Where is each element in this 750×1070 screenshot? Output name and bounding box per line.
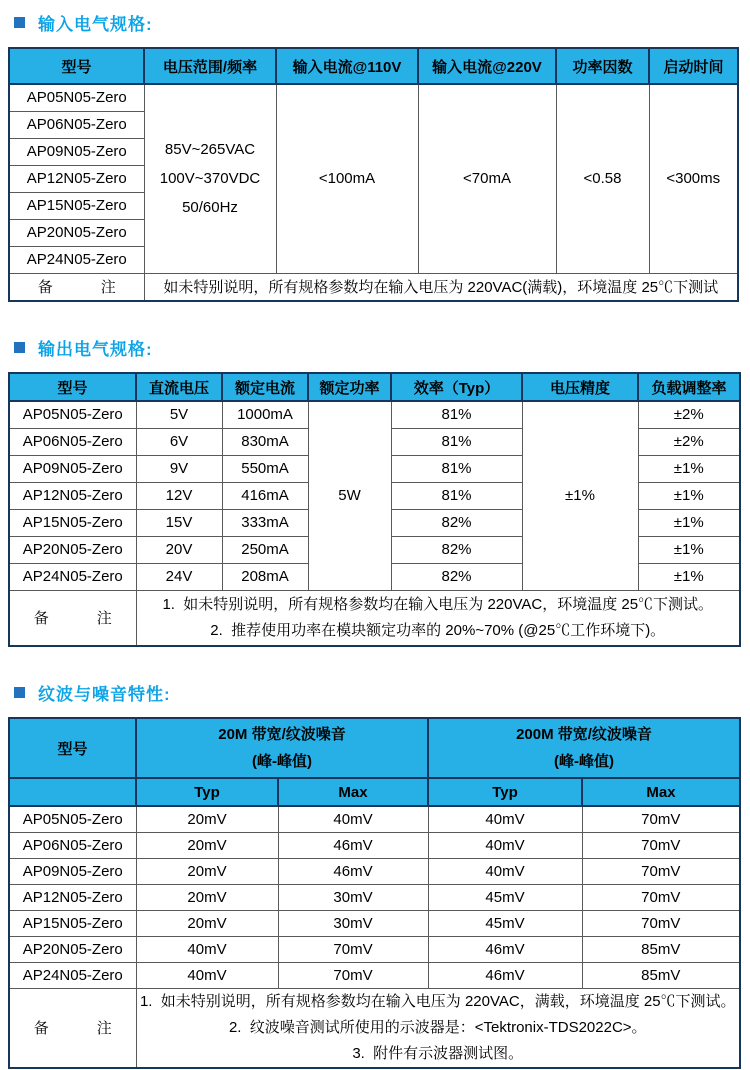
header-model: 型号	[9, 48, 144, 84]
efficiency-cell: 81%	[391, 401, 522, 428]
group-20m-title: 20M 带宽/纹波噪音	[218, 726, 346, 743]
group-20m-subtitle: (峰-峰值)	[252, 753, 312, 770]
note-text: 如未特别说明，所有规格参数均在输入电压为 220VAC(满载)，环境温度 25℃下测试	[144, 273, 738, 301]
rated-current-cell: 250mA	[222, 536, 308, 563]
square-bullet-icon	[14, 17, 25, 28]
table-row	[9, 401, 740, 428]
typ-20m-cell: 20mV	[136, 858, 278, 884]
table-row	[9, 910, 740, 936]
typ-200m-cell: 40mV	[428, 832, 582, 858]
max-20m-cell: 70mV	[278, 962, 428, 988]
model-cell: AP24N05-Zero	[9, 962, 136, 988]
model-cell: AP06N05-Zero	[9, 111, 144, 138]
rated-current-cell: 416mA	[222, 482, 308, 509]
header-model-spacer	[9, 778, 136, 806]
model-cell: AP15N05-Zero	[9, 509, 136, 536]
section-title-output-text: 输出电气规格:	[38, 340, 153, 359]
header-power-factor: 功率因数	[556, 48, 649, 84]
header-max-200m: Max	[582, 778, 740, 806]
note-label-left: 备	[33, 610, 49, 628]
note-text-cell	[136, 590, 740, 646]
note-label-right: 注	[96, 1020, 112, 1038]
header-rated-power: 额定功率	[308, 373, 391, 401]
voltage-range-line: 50/60Hz	[182, 199, 238, 217]
section-title-ripple	[14, 680, 750, 705]
load-regulation-cell: ±1%	[638, 536, 740, 563]
table-row	[9, 858, 740, 884]
model-cell: AP20N05-Zero	[9, 936, 136, 962]
voltage-accuracy-cell: ±1%	[522, 401, 638, 590]
section-title-output	[14, 335, 750, 360]
load-regulation-cell: ±2%	[638, 401, 740, 428]
output-spec-table	[8, 372, 741, 647]
typ-20m-cell: 20mV	[136, 884, 278, 910]
max-20m-cell: 70mV	[278, 936, 428, 962]
rated-current-cell: 550mA	[222, 455, 308, 482]
typ-20m-cell: 40mV	[136, 936, 278, 962]
header-typ-200m: Typ	[428, 778, 582, 806]
ripple-noise-table	[8, 717, 741, 1069]
rated-current-cell: 333mA	[222, 509, 308, 536]
model-cell: AP15N05-Zero	[9, 192, 144, 219]
note-line-1: 1. 如未特别说明，所有规格参数均在输入电压为 220VAC，环境温度 25℃下测试。	[162, 595, 714, 613]
max-200m-cell: 70mV	[582, 884, 740, 910]
max-200m-cell: 70mV	[582, 806, 740, 832]
rated-current-cell: 830mA	[222, 428, 308, 455]
efficiency-cell: 81%	[391, 482, 522, 509]
typ-200m-cell: 45mV	[428, 884, 582, 910]
note-row	[9, 273, 738, 301]
max-200m-cell: 70mV	[582, 858, 740, 884]
header-typ-20m: Typ	[136, 778, 278, 806]
max-200m-cell: 70mV	[582, 832, 740, 858]
square-bullet-icon	[14, 342, 25, 353]
dc-voltage-cell: 15V	[136, 509, 222, 536]
note-line-1: 1. 如未特别说明，所有规格参数均在输入电压为 220VAC，满载，环境温度 25℃下测试。	[139, 992, 736, 1010]
max-200m-cell: 85mV	[582, 962, 740, 988]
table-row	[9, 962, 740, 988]
section-title-input	[14, 0, 750, 35]
model-cell: AP20N05-Zero	[9, 536, 136, 563]
voltage-range-line: 100V~370VDC	[159, 170, 261, 188]
header-group-20m	[136, 718, 428, 778]
rated-current-cell: 208mA	[222, 563, 308, 590]
max-20m-cell: 46mV	[278, 832, 428, 858]
typ-200m-cell: 46mV	[428, 936, 582, 962]
header-input-current-220v: 输入电流@220V	[418, 48, 556, 84]
model-cell: AP12N05-Zero	[9, 482, 136, 509]
header-group-200m	[428, 718, 740, 778]
model-cell: AP12N05-Zero	[9, 165, 144, 192]
model-cell: AP06N05-Zero	[9, 832, 136, 858]
rated-power-cell: 5W	[308, 401, 391, 590]
dc-voltage-cell: 5V	[136, 401, 222, 428]
note-label-left: 备	[33, 1020, 49, 1038]
model-cell: AP20N05-Zero	[9, 219, 144, 246]
load-regulation-cell: ±1%	[638, 509, 740, 536]
dc-voltage-cell: 20V	[136, 536, 222, 563]
group-200m-title: 200M 带宽/纹波噪音	[516, 726, 652, 743]
max-200m-cell: 70mV	[582, 910, 740, 936]
note-line-2: 2. 纹波噪音测试所使用的示波器是：<Tektronix-TDS2022C>。	[228, 1018, 647, 1036]
model-cell: AP09N05-Zero	[9, 858, 136, 884]
note-label-right: 注	[100, 279, 116, 297]
header-voltage-accuracy: 电压精度	[522, 373, 638, 401]
note-line-3: 3. 附件有示波器测试图。	[352, 1044, 524, 1062]
dc-voltage-cell: 9V	[136, 455, 222, 482]
model-cell: AP24N05-Zero	[9, 563, 136, 590]
model-cell: AP06N05-Zero	[9, 428, 136, 455]
header-load-regulation: 负载调整率	[638, 373, 740, 401]
input-spec-table	[8, 47, 739, 302]
efficiency-cell: 82%	[391, 509, 522, 536]
dc-voltage-cell: 6V	[136, 428, 222, 455]
table-row	[9, 832, 740, 858]
note-label-cell	[9, 988, 136, 1068]
load-regulation-cell: ±1%	[638, 455, 740, 482]
model-cell: AP12N05-Zero	[9, 884, 136, 910]
note-line-2: 2. 推荐使用功率在模块额定功率的 20%~70% (@25℃工作环境下)。	[210, 621, 666, 639]
model-cell: AP09N05-Zero	[9, 138, 144, 165]
max-20m-cell: 30mV	[278, 910, 428, 936]
model-cell: AP24N05-Zero	[9, 246, 144, 273]
input-current-220v-cell: <70mA	[418, 84, 556, 273]
dc-voltage-cell: 24V	[136, 563, 222, 590]
header-voltage-range: 电压范围/频率	[144, 48, 276, 84]
model-cell: AP05N05-Zero	[9, 84, 144, 111]
table-row	[9, 936, 740, 962]
max-20m-cell: 40mV	[278, 806, 428, 832]
note-label-left: 备	[37, 279, 53, 297]
model-cell: AP05N05-Zero	[9, 806, 136, 832]
efficiency-cell: 81%	[391, 428, 522, 455]
header-model: 型号	[9, 718, 136, 778]
model-cell: AP05N05-Zero	[9, 401, 136, 428]
load-regulation-cell: ±2%	[638, 428, 740, 455]
header-input-current-110v: 输入电流@110V	[276, 48, 418, 84]
typ-20m-cell: 20mV	[136, 806, 278, 832]
note-label-cell	[9, 590, 136, 646]
voltage-range-cell	[144, 84, 276, 273]
typ-20m-cell: 20mV	[136, 832, 278, 858]
model-cell: AP09N05-Zero	[9, 455, 136, 482]
efficiency-cell: 82%	[391, 563, 522, 590]
header-efficiency: 效率（Typ）	[391, 373, 522, 401]
max-200m-cell: 85mV	[582, 936, 740, 962]
typ-200m-cell: 40mV	[428, 858, 582, 884]
efficiency-cell: 82%	[391, 536, 522, 563]
square-bullet-icon	[14, 687, 25, 698]
load-regulation-cell: ±1%	[638, 482, 740, 509]
load-regulation-cell: ±1%	[638, 563, 740, 590]
dc-voltage-cell: 12V	[136, 482, 222, 509]
header-rated-current: 额定电流	[222, 373, 308, 401]
typ-200m-cell: 40mV	[428, 806, 582, 832]
section-title-input-text: 输入电气规格:	[38, 15, 153, 34]
input-current-110v-cell: <100mA	[276, 84, 418, 273]
header-dc-voltage: 直流电压	[136, 373, 222, 401]
rated-current-cell: 1000mA	[222, 401, 308, 428]
max-20m-cell: 46mV	[278, 858, 428, 884]
note-label-cell	[9, 273, 144, 301]
efficiency-cell: 81%	[391, 455, 522, 482]
voltage-range-line: 85V~265VAC	[164, 141, 256, 159]
note-row	[9, 988, 740, 1068]
header-startup-time: 启动时间	[649, 48, 738, 84]
startup-time-cell: <300ms	[649, 84, 738, 273]
power-factor-cell: <0.58	[556, 84, 649, 273]
header-max-20m: Max	[278, 778, 428, 806]
note-label-right: 注	[96, 610, 112, 628]
model-cell: AP15N05-Zero	[9, 910, 136, 936]
header-model: 型号	[9, 373, 136, 401]
section-title-ripple-text: 纹波与噪音特性:	[38, 685, 171, 704]
table-row	[9, 884, 740, 910]
typ-20m-cell: 40mV	[136, 962, 278, 988]
typ-200m-cell: 45mV	[428, 910, 582, 936]
note-text-cell	[136, 988, 740, 1068]
typ-20m-cell: 20mV	[136, 910, 278, 936]
note-row	[9, 590, 740, 646]
group-200m-subtitle: (峰-峰值)	[554, 753, 614, 770]
table-row	[9, 84, 738, 111]
table-row	[9, 806, 740, 832]
typ-200m-cell: 46mV	[428, 962, 582, 988]
max-20m-cell: 30mV	[278, 884, 428, 910]
